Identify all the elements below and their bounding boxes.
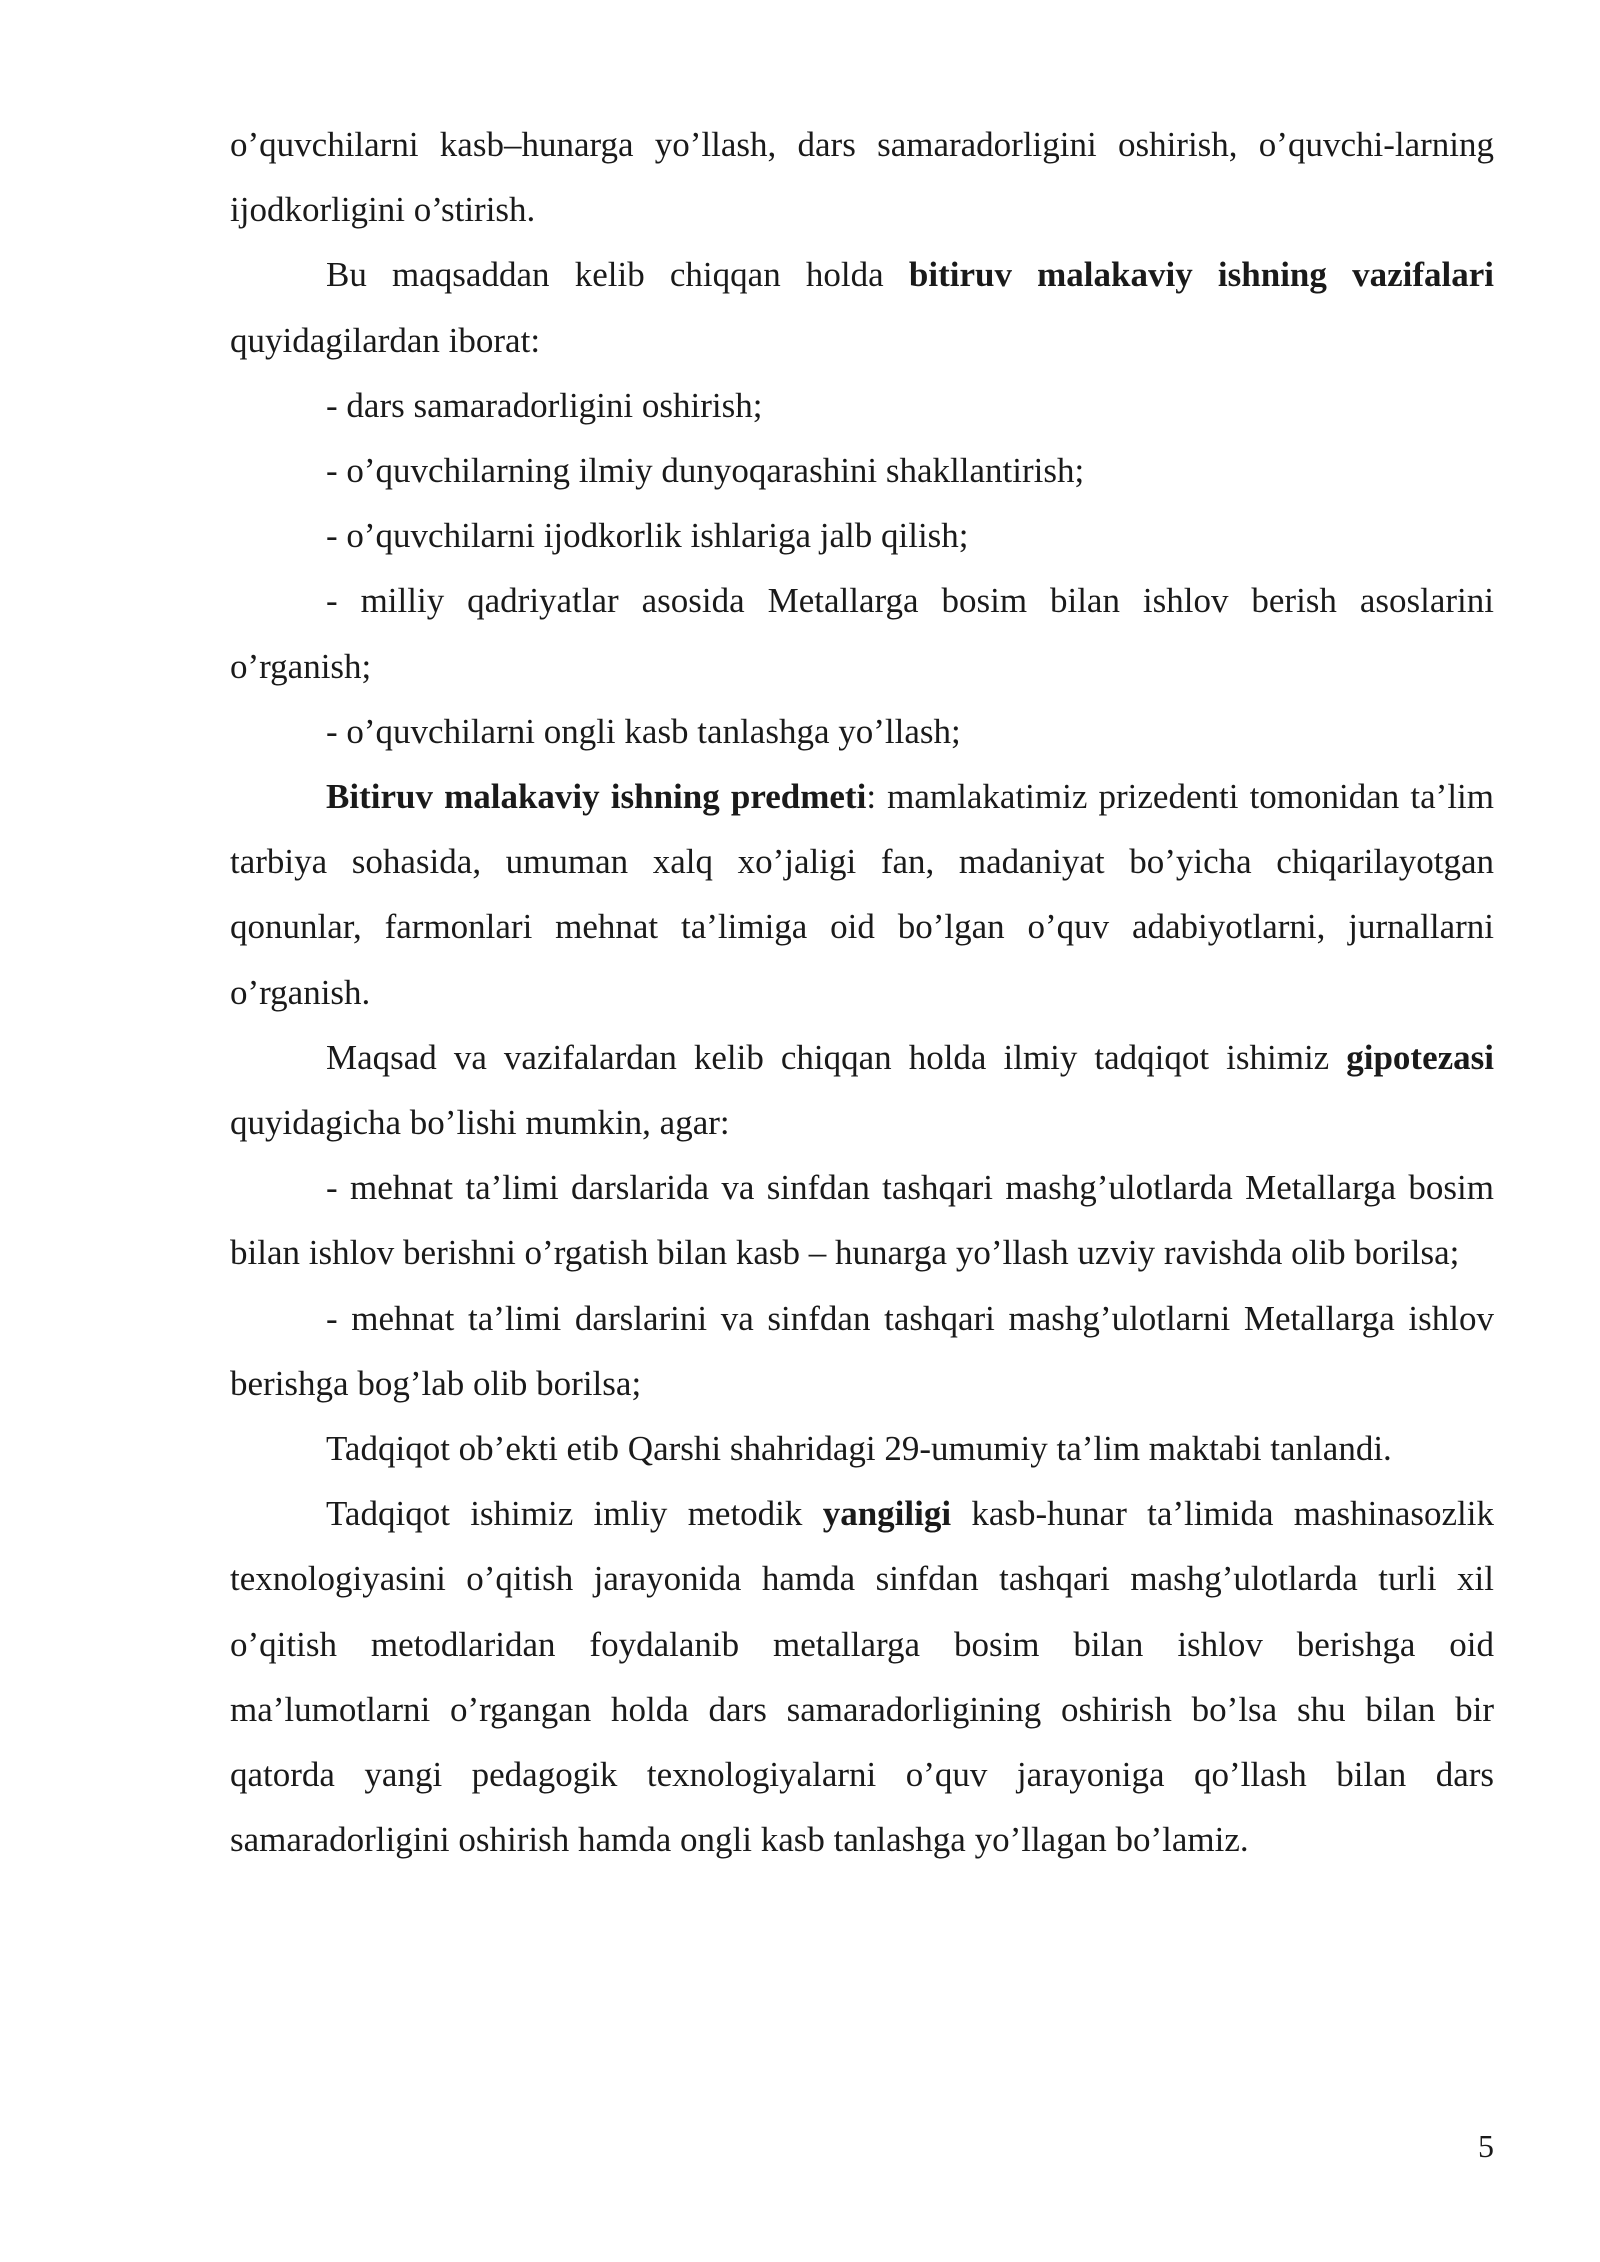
list-item-hypothesis-2 — [230, 1286, 1494, 1416]
list-item-task-2 — [230, 438, 1494, 503]
text-run: Maqsad va vazifalardan kelib chiqqan holda ilmiy tadqiqot ishimiz — [326, 1037, 1347, 1077]
paragraph-research-object — [230, 1416, 1494, 1481]
text-run: - o’quvchilarning ilmiy dunyoqarashini shakllantirish; — [326, 451, 1085, 491]
text-run: : mamlakatimiz prizedenti tomonidan ta’lim tarbiya sohasida, umuman xalq xo’jaligi fan, madaniyat bo’yicha chiqarilayotgan qonunlar, farmonlari mehnat ta’limiga oid bo’lgan o’quv adabiyotlarni, jurnallarni o’rganish. — [230, 777, 1494, 1012]
text-run: - o’quvchilarni ongli kasb tanlashga yo’llash; — [326, 711, 961, 751]
text-run: kasb-hunar ta’limida mashinasozlik texnologiyasini o’qitish jarayonida hamda sinfdan tashqari mashg’ulotlarda turli xil o’qitish metodlaridan foydalanib metallarga bosim bilan ishlov berishga oid ma’lumotlarni o’rgangan holda dars samaradorligining oshirish bo’lsa shu bilan bir qatorda yangi pedagogik texnologiyalarni o’quv jarayoniga qo’llash bilan dars samaradorligini oshirish hamda ongli kasb tanlashga yo’llagan bo’lamiz. — [230, 1494, 1495, 1860]
text-run: - o’quvchilarni ijodkorlik ishlariga jalb qilish; — [326, 516, 969, 556]
document-body — [230, 112, 1494, 1872]
paragraph-subject — [230, 764, 1494, 1025]
text-run: quyidagicha bo’lishi mumkin, agar: — [230, 1103, 730, 1143]
paragraph-hypothesis-intro — [230, 1025, 1494, 1155]
list-item-task-3 — [230, 503, 1494, 568]
list-item-task-1 — [230, 373, 1494, 438]
paragraph-tasks-intro — [230, 242, 1494, 372]
text-run: - milliy qadriyatlar asosida Metallarga bosim bilan ishlov berish asoslarini o’rganish; — [230, 581, 1494, 686]
list-item-task-4 — [230, 568, 1494, 698]
text-run: - mehnat ta’limi darslarini va sinfdan tashqari mashg’ulotlarni Metallarga ishlov berishga bog’lab olib borilsa; — [230, 1298, 1494, 1403]
bold-term-subject: Bitiruv malakaviy ishning predmeti — [326, 777, 867, 817]
list-item-hypothesis-1 — [230, 1155, 1494, 1285]
bold-term-hypothesis: gipotezasi — [1346, 1037, 1494, 1077]
paragraph-novelty — [230, 1481, 1494, 1872]
list-item-task-5 — [230, 699, 1494, 764]
text-run: quyidagilardan iborat: — [230, 320, 541, 360]
paragraph-intro-continuation — [230, 112, 1494, 242]
text-run: - dars samaradorligini oshirish; — [326, 385, 763, 425]
text-run: o’quvchilarni kasb–hunarga yo’llash, dars samaradorligini oshirish, o’quvchi-larning ijodkorligini o’stirish. — [230, 125, 1494, 230]
text-run: Tadqiqot ishimiz imliy metodik — [326, 1494, 823, 1534]
page-number: 5 — [1478, 2128, 1494, 2164]
text-run: Tadqiqot ob’ekti etib Qarshi shahridagi 29-umumiy ta’lim maktabi tanlandi. — [326, 1429, 1392, 1469]
bold-term-tasks: bitiruv malakaviy ishning vazifalari — [908, 255, 1494, 295]
text-run: Bu maqsaddan kelib chiqqan holda — [326, 255, 909, 295]
text-run: - mehnat ta’limi darslarida va sinfdan tashqari mashg’ulotlarda Metallarga bosim bilan ishlov berishni o’rgatish bilan kasb – hunarga yo’llash uzviy ravishda olib borilsa; — [230, 1168, 1494, 1273]
bold-term-novelty: yangiligi — [822, 1494, 952, 1534]
